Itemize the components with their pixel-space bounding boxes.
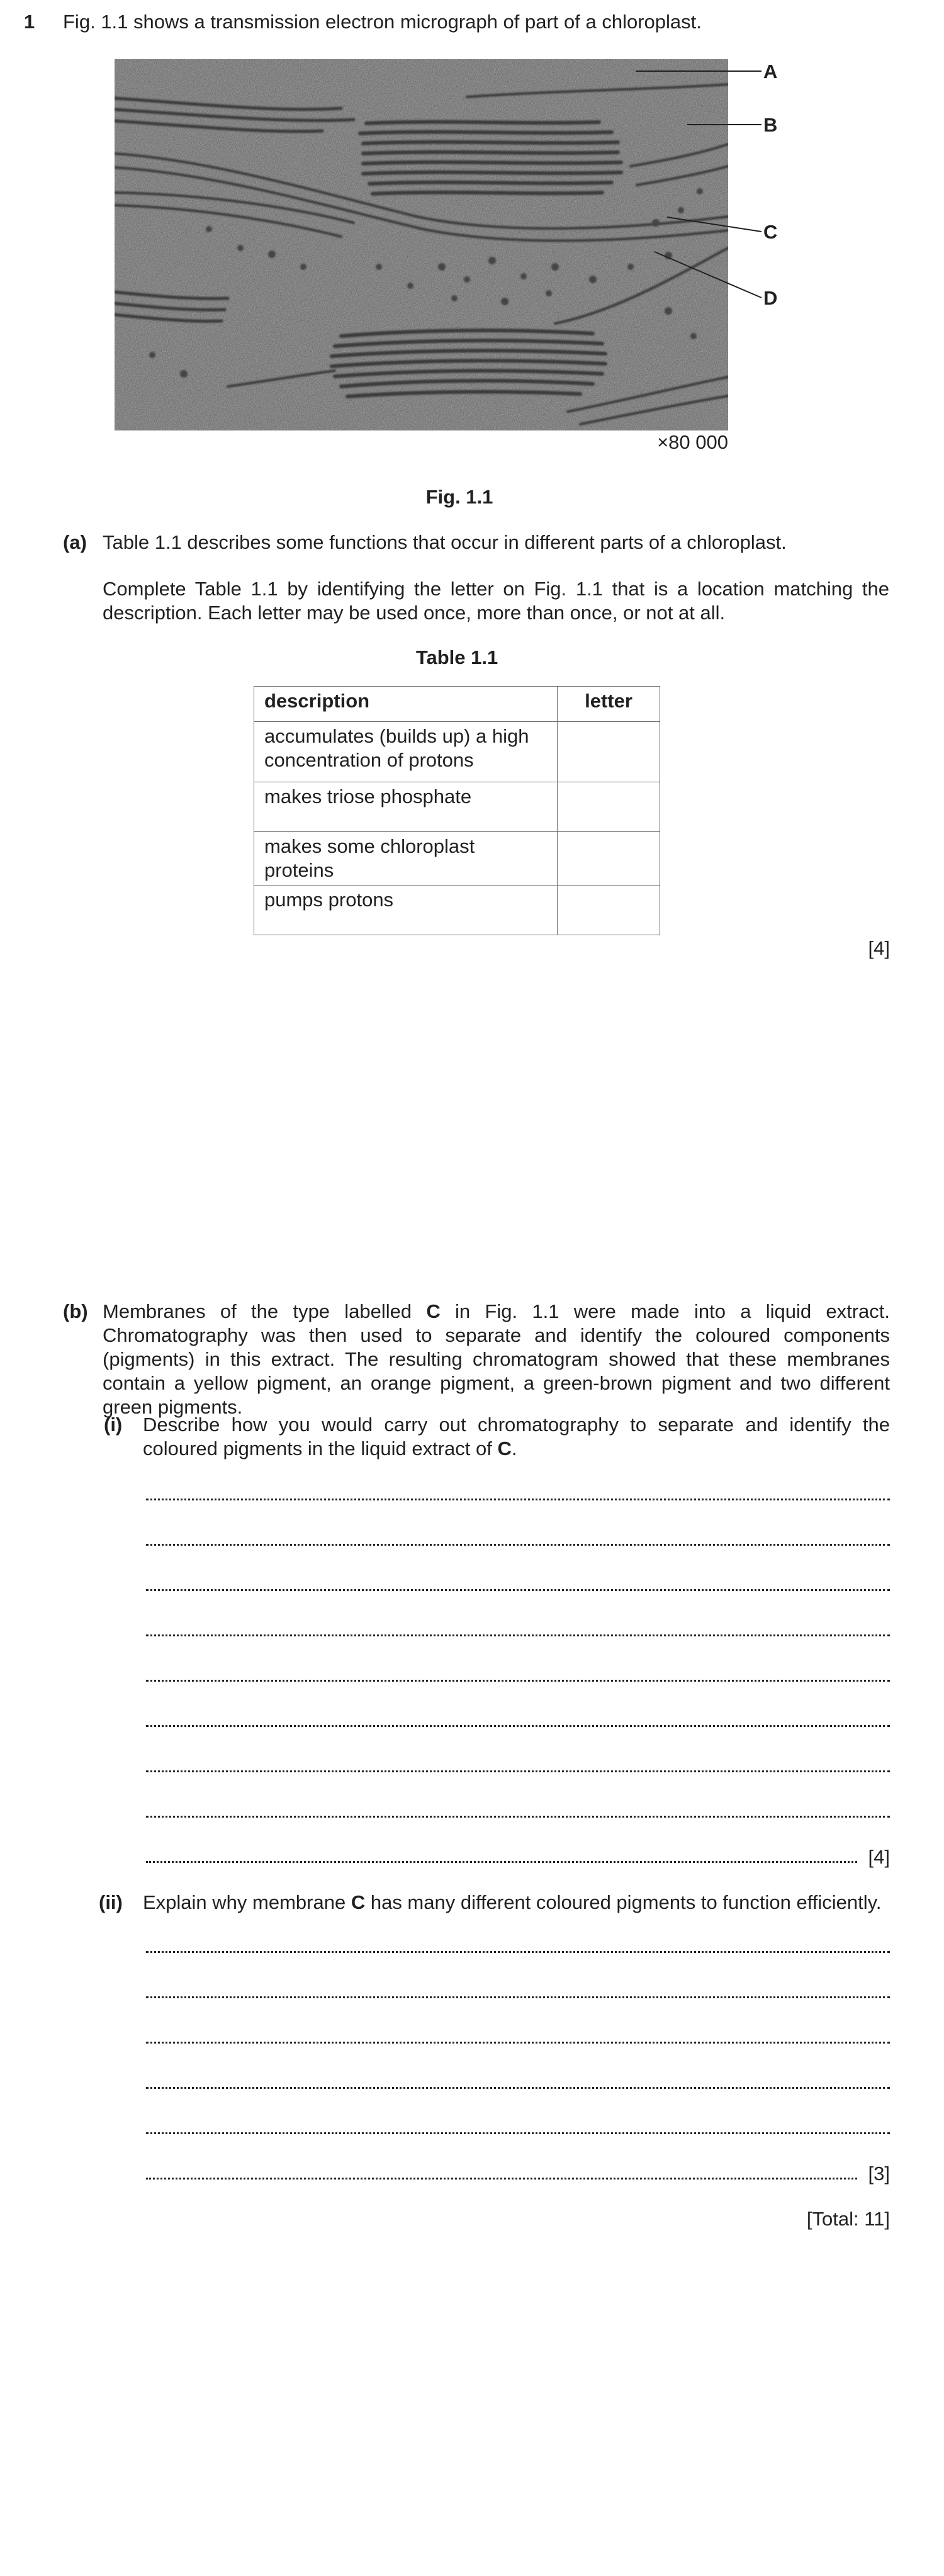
part-b-label: (b)	[63, 1300, 88, 1322]
answer-line[interactable]	[146, 1861, 857, 1863]
part-a-label: (a)	[63, 531, 87, 553]
part-b-i-text: Describe how you would carry out chromatography to separate and identify the coloured pigments in the liquid extract of C.	[143, 1414, 890, 1460]
table-1-1	[254, 686, 660, 935]
answer-line[interactable]	[146, 2178, 857, 2179]
magnification: ×80 000	[657, 431, 728, 453]
answer-line[interactable]	[146, 1499, 890, 1500]
table-row-description: accumulates (builds up) a high concentration of protons	[254, 722, 558, 782]
answer-line[interactable]	[146, 1996, 890, 1998]
question-number: 1	[24, 11, 35, 33]
answer-line[interactable]	[146, 1680, 890, 1682]
table-row-description: pumps protons	[254, 886, 558, 935]
answer-line[interactable]	[146, 1951, 890, 1953]
answer-line[interactable]	[146, 1816, 890, 1818]
answer-line[interactable]	[146, 1770, 890, 1772]
part-a-marks: [4]	[868, 937, 890, 959]
answer-line[interactable]	[146, 1725, 890, 1727]
table-row-description: makes triose phosphate	[254, 782, 558, 832]
table-header-letter: letter	[558, 687, 660, 722]
question-intro: Fig. 1.1 shows a transmission electron micrograph of part of a chloroplast.	[63, 11, 702, 33]
answer-line[interactable]	[146, 1634, 890, 1636]
part-b-ii-text: Explain why membrane C has many different coloured pigments to function efficiently.	[143, 1891, 882, 1913]
part-a-text1: Table 1.1 describes some functions that occur in different parts of a chloroplast.	[103, 531, 787, 553]
part-b-ii-label: (ii)	[99, 1891, 123, 1913]
part-b-text: Membranes of the type labelled C in Fig. 1.1 were made into a liquid extract. Chromatography was then used to separate and identify the coloured components (pigments) in this extract. The resulting chromatogram showed that these membranes contain a yellow pigment, an orange pigment, a green-brown pigment and two different green pigments.	[103, 1300, 890, 1418]
table-row-description: makes some chloroplast proteins	[254, 832, 558, 886]
table-title: Table 1.1	[415, 646, 498, 668]
answer-line[interactable]	[146, 1589, 890, 1591]
table-header-description: description	[254, 687, 558, 722]
part-a-text2: Complete Table 1.1 by identifying the letter on Fig. 1.1 that is a location matching the description. Each letter may be used once, more than once, or not at all.	[103, 578, 889, 624]
label-a: A	[763, 60, 778, 82]
table-row-letter-answer[interactable]	[558, 832, 660, 886]
label-leader-lines	[0, 0, 944, 441]
table-row-letter-answer[interactable]	[558, 722, 660, 782]
answer-line[interactable]	[146, 1544, 890, 1546]
answer-line[interactable]	[146, 2087, 890, 2089]
table-row-letter-answer[interactable]	[558, 782, 660, 832]
answer-line[interactable]	[146, 2042, 890, 2044]
label-c: C	[763, 221, 778, 243]
part-b-ii-marks: [3]	[868, 2163, 890, 2185]
part-b-i-label: (i)	[104, 1414, 123, 1436]
part-b-i-marks: [4]	[868, 1846, 890, 1868]
label-b: B	[763, 114, 778, 136]
total-marks: [Total: 11]	[806, 2208, 890, 2230]
figure-caption: Fig. 1.1	[425, 486, 493, 508]
label-d: D	[763, 287, 778, 309]
answer-line[interactable]	[146, 2132, 890, 2134]
table-row-letter-answer[interactable]	[558, 886, 660, 935]
